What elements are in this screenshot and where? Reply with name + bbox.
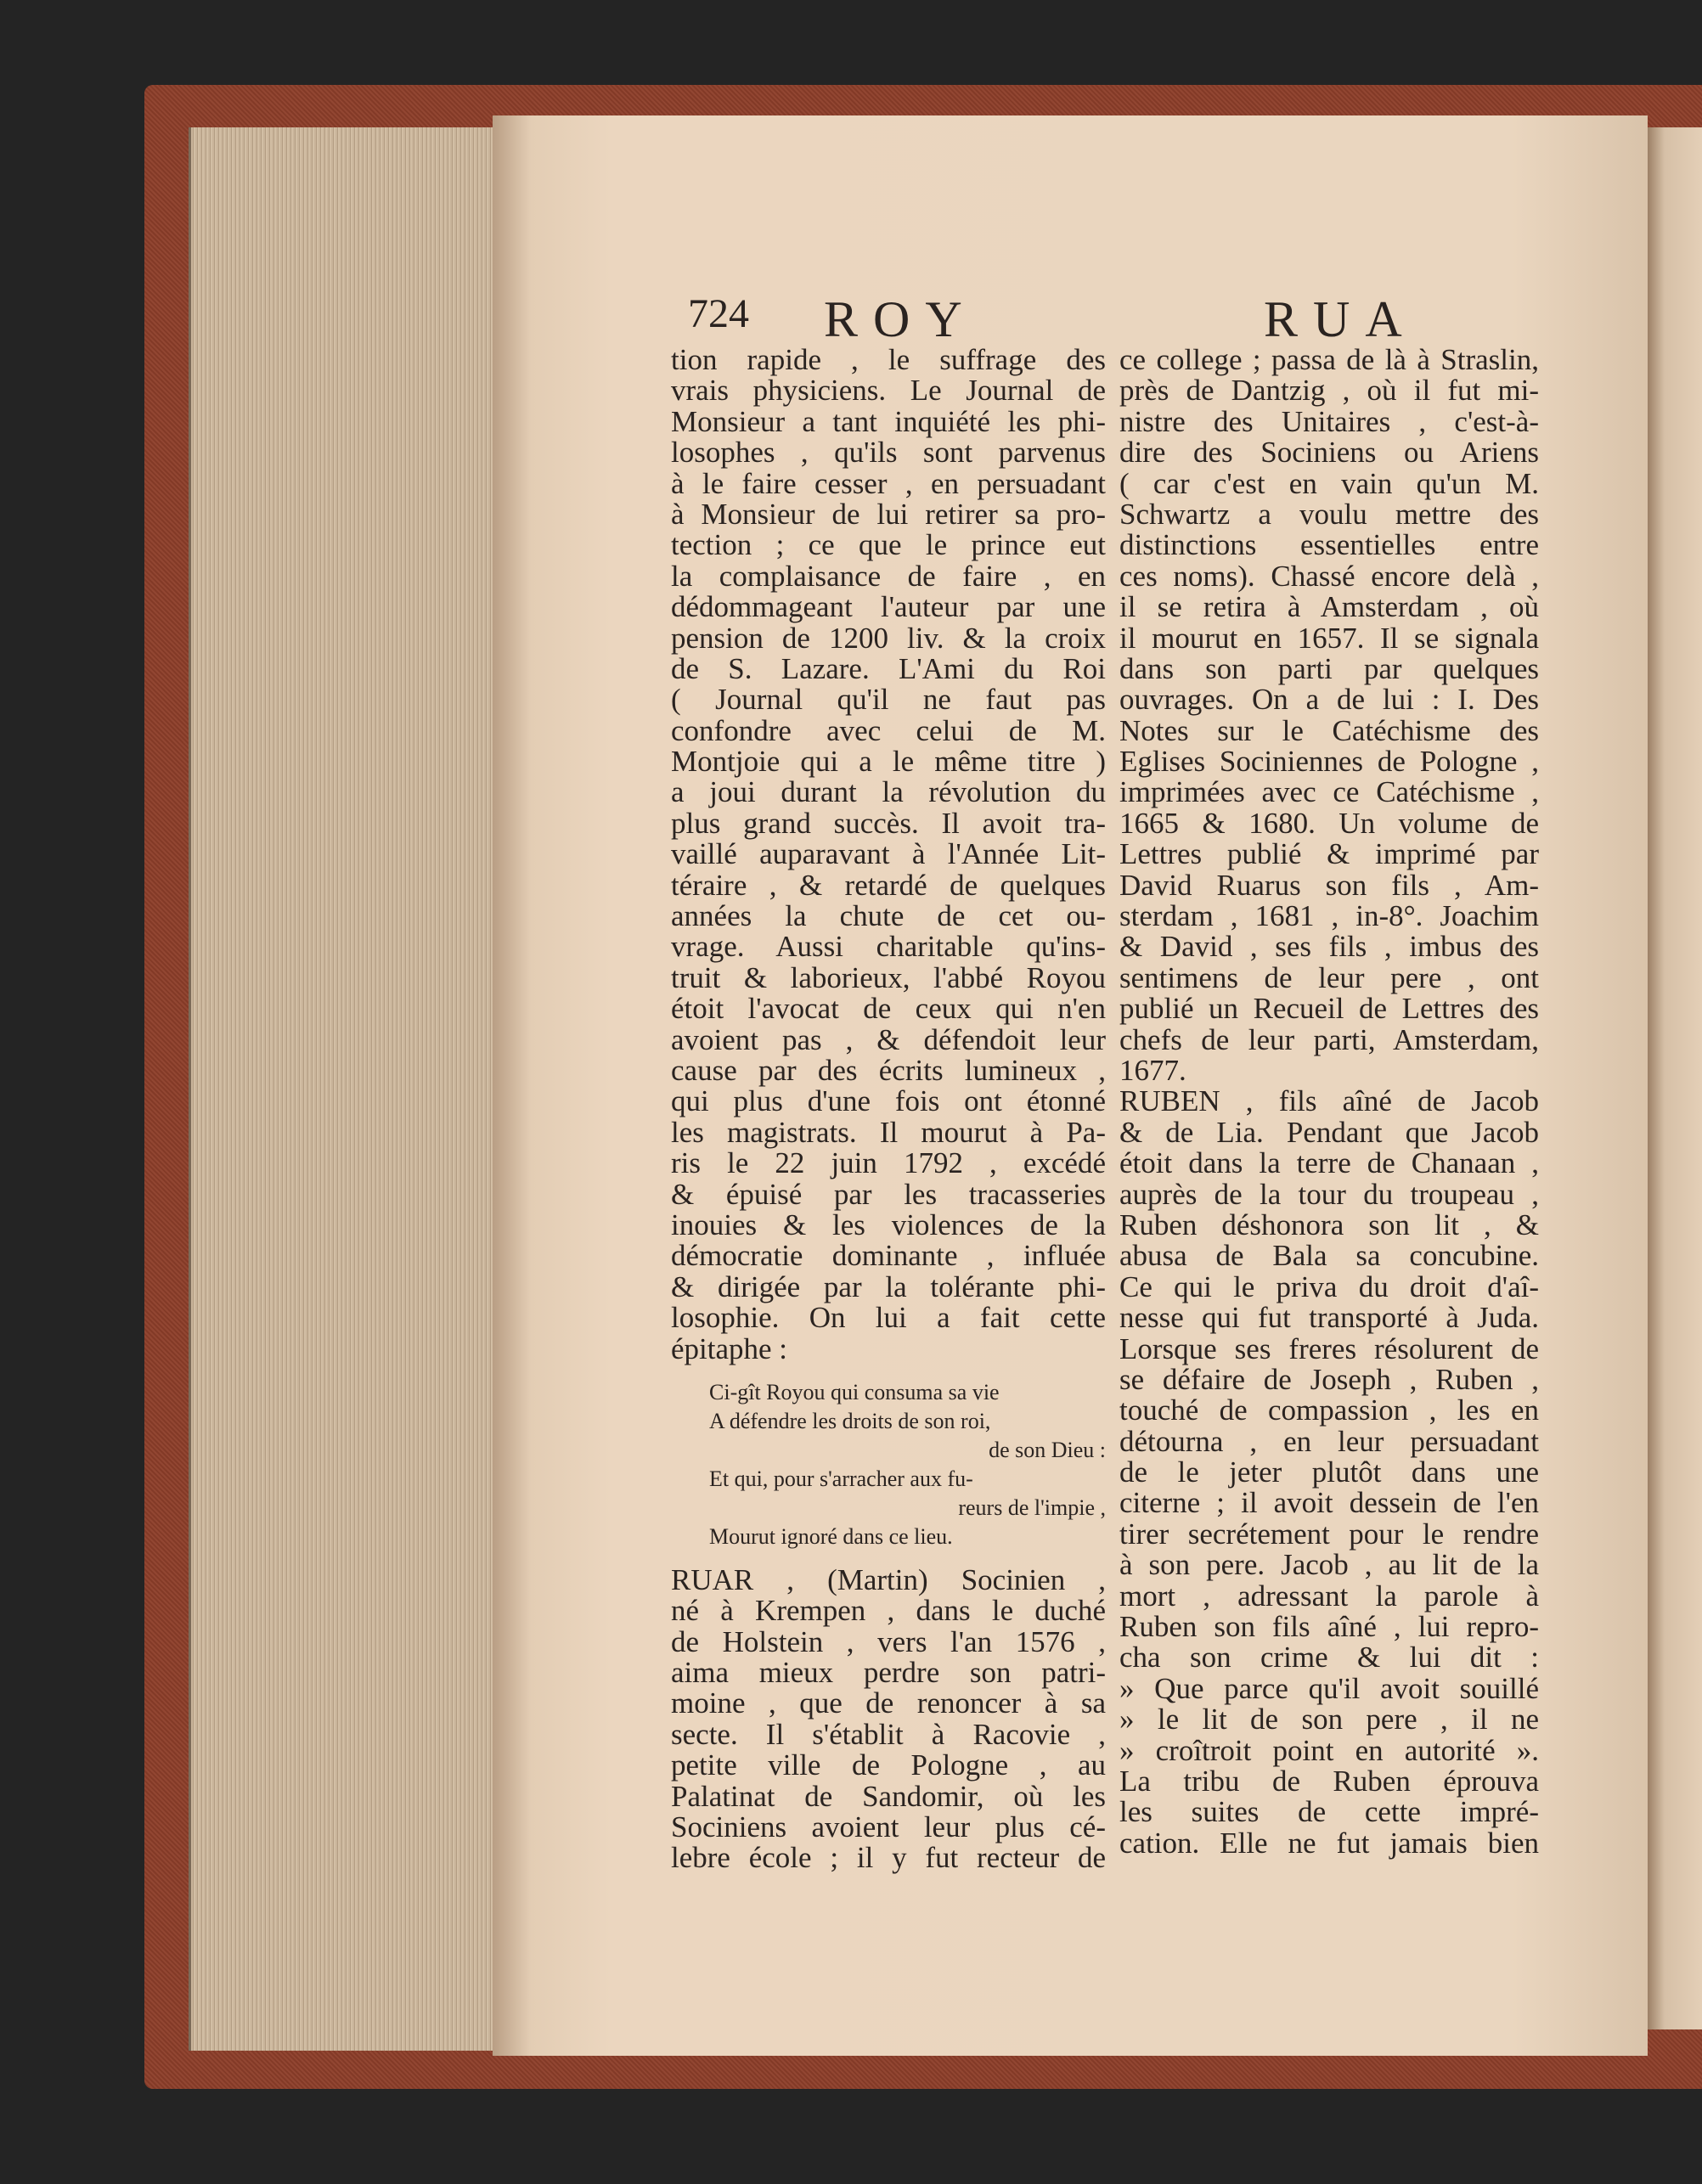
epitaph-line: Et qui, pour s'arracher aux fu- bbox=[709, 1466, 973, 1491]
text-line: Sociniens avoient leur plus cé- bbox=[671, 1810, 1106, 1844]
text-line: 1677. bbox=[1119, 1053, 1186, 1087]
text-line: dire des Sociniens ou Ariens bbox=[1119, 436, 1539, 470]
epitaph-line: de son Dieu : bbox=[989, 1437, 1106, 1462]
text-line: les suites de cette impré- bbox=[1119, 1795, 1539, 1829]
text-line: confondre avec celui de M. bbox=[671, 713, 1106, 747]
text-line: losophes , qu'ils sont parvenus bbox=[671, 436, 1106, 470]
text-line: tection ; ce que le prince eut bbox=[671, 528, 1106, 562]
text-line: David Ruarus son fils , Am- bbox=[1119, 868, 1539, 902]
text-line: nistre des Unitaires , c'est-à- bbox=[1119, 404, 1539, 438]
text-line: sterdam , 1681 , in-8°. Joachim bbox=[1119, 899, 1539, 933]
epitaph-line: Ci-gît Royou qui consuma sa vie bbox=[709, 1379, 1000, 1404]
text-line: démocratie dominante , influée bbox=[671, 1239, 1106, 1273]
text-line: ouvrages. On a de lui : I. Des bbox=[1119, 683, 1539, 717]
text-line: étoit l'avocat de ceux qui n'en bbox=[671, 992, 1106, 1026]
text-line: près de Dantzig , où il fut mi- bbox=[1119, 374, 1539, 408]
text-line: dans son parti par quelques bbox=[1119, 651, 1539, 685]
text-line: étoit dans la terre de Chanaan , bbox=[1119, 1146, 1539, 1180]
text-line: & David , ses fils , imbus des bbox=[1119, 930, 1539, 964]
text-line: de Holstein , vers l'an 1576 , bbox=[671, 1624, 1106, 1658]
text-line: a joui durant la révolution du bbox=[671, 775, 1106, 809]
page-edges bbox=[189, 127, 497, 2051]
text-line: distinctions essentielles entre bbox=[1119, 528, 1539, 562]
text-line: les magistrats. Il mourut à Pa- bbox=[671, 1115, 1106, 1149]
text-line: sentimens de leur pere , ont bbox=[1119, 960, 1539, 994]
right-column bbox=[1119, 345, 1539, 1859]
text-line: ( car c'est en vain qu'un M. bbox=[1119, 466, 1539, 500]
text-line: mort , adressant la parole à bbox=[1119, 1579, 1539, 1613]
text-line: petite ville de Pologne , au bbox=[671, 1748, 1106, 1782]
text-line: & dirigée par la tolérante phi- bbox=[671, 1269, 1106, 1303]
text-line: » Que parce qu'il avoit souillé bbox=[1119, 1671, 1539, 1705]
text-line: & de Lia. Pendant que Jacob bbox=[1119, 1115, 1539, 1149]
page-number: 724 bbox=[688, 291, 749, 336]
text-line: inouies & les violences de la bbox=[671, 1207, 1106, 1241]
text-line: Monsieur a tant inquiété les phi- bbox=[671, 404, 1106, 438]
text-line: chefs de leur parti, Amsterdam, bbox=[1119, 1022, 1539, 1056]
text-line: ce college ; passa de là à Straslin, bbox=[1119, 343, 1539, 376]
text-line: Ruben déshonora son lit , & bbox=[1119, 1207, 1539, 1241]
running-head-left: ROY bbox=[824, 291, 978, 347]
text-line: truit & laborieux, l'abbé Royou bbox=[671, 960, 1106, 994]
text-line: RUBEN , fils aîné de Jacob bbox=[1119, 1084, 1539, 1118]
text-line: à Monsieur de lui retirer sa pro- bbox=[671, 497, 1106, 531]
epitaph bbox=[671, 1365, 1106, 1565]
text-line: vrais physiciens. Le Journal de bbox=[671, 374, 1106, 408]
epitaph-line: reurs de l'impie , bbox=[958, 1494, 1106, 1520]
epitaph-line: Mourut ignoré dans ce lieu. bbox=[709, 1523, 953, 1549]
text-line: Ce qui le priva du droit d'aî- bbox=[1119, 1269, 1539, 1303]
text-line: cause par des écrits lumineux , bbox=[671, 1053, 1106, 1087]
text-line: nesse qui fut transporté à Juda. bbox=[1119, 1301, 1539, 1335]
text-line: moine , que de renoncer à sa bbox=[671, 1686, 1106, 1720]
text-line: aima mieux perdre son patri- bbox=[671, 1656, 1106, 1690]
text-line: plus grand succès. Il avoit tra- bbox=[671, 806, 1106, 840]
text-line: la complaisance de faire , en bbox=[671, 559, 1106, 593]
left-column bbox=[671, 345, 1106, 1874]
epitaph-line: A défendre les droits de son roi, bbox=[709, 1408, 991, 1433]
text-line: détourna , en leur persuadant bbox=[1119, 1424, 1539, 1458]
text-line: de le jeter plutôt dans une bbox=[1119, 1455, 1539, 1489]
text-line: » croîtroit point en autorité ». bbox=[1119, 1733, 1539, 1767]
text-line: Lorsque ses freres résolurent de bbox=[1119, 1331, 1539, 1365]
text-line: téraire , & retardé de quelques bbox=[671, 868, 1106, 902]
text-line: il se retira à Amsterdam , où bbox=[1119, 590, 1539, 624]
text-line: avoient pas , & défendoit leur bbox=[671, 1022, 1106, 1056]
text-line: ( Journal qu'il ne faut pas bbox=[671, 683, 1106, 717]
text-line: RUAR , (Martin) Socinien , bbox=[671, 1562, 1106, 1596]
text-line: qui plus d'une fois ont étonné bbox=[671, 1084, 1106, 1118]
text-line: Palatinat de Sandomir, où les bbox=[671, 1779, 1106, 1813]
text-line: touché de compassion , les en bbox=[1119, 1393, 1539, 1427]
next-page-edge bbox=[1648, 127, 1702, 2029]
text-line: ces noms). Chassé encore delà , bbox=[1119, 559, 1539, 593]
text-line: Ruben son fils aîné , lui repro- bbox=[1119, 1610, 1539, 1644]
text-line: pension de 1200 liv. & la croix bbox=[671, 621, 1106, 655]
text-line: né à Krempen , dans le duché bbox=[671, 1594, 1106, 1628]
text-line: abusa de Bala sa concubine. bbox=[1119, 1239, 1539, 1273]
text-line: cha son crime & lui dit : bbox=[1119, 1641, 1539, 1675]
text-line: publié un Recueil de Lettres des bbox=[1119, 992, 1539, 1026]
text-line: dédommageant l'auteur par une bbox=[671, 590, 1106, 624]
text-line: auprès de la tour du troupeau , bbox=[1119, 1177, 1539, 1211]
text-line: ris le 22 juin 1792 , excédé bbox=[671, 1146, 1106, 1180]
text-line: La tribu de Ruben éprouva bbox=[1119, 1764, 1539, 1798]
running-head-right: RUA bbox=[1264, 291, 1417, 347]
text-line: Lettres publié & imprimé par bbox=[1119, 837, 1539, 871]
text-line: de S. Lazare. L'Ami du Roi bbox=[671, 651, 1106, 685]
text-line: citerne ; il avoit dessein de l'en bbox=[1119, 1486, 1539, 1520]
text-line: secte. Il s'établit à Racovie , bbox=[671, 1717, 1106, 1751]
text-line: & épuisé par les tracasseries bbox=[671, 1177, 1106, 1211]
text-line: vrage. Aussi charitable qu'ins- bbox=[671, 930, 1106, 964]
text-line: imprimées avec ce Catéchisme , bbox=[1119, 775, 1539, 809]
text-line: Montjoie qui a le même titre ) bbox=[671, 745, 1106, 779]
text-line: tion rapide , le suffrage des bbox=[671, 343, 1106, 376]
text-line: Schwartz a voulu mettre des bbox=[1119, 497, 1539, 531]
text-line: il mourut en 1657. Il se signala bbox=[1119, 621, 1539, 655]
text-line: tirer secrétement pour le rendre bbox=[1119, 1517, 1539, 1551]
text-line: années la chute de cet ou- bbox=[671, 899, 1106, 933]
text-line: » le lit de son pere , il ne bbox=[1119, 1703, 1539, 1737]
text-line: épitaphe : bbox=[671, 1331, 788, 1365]
text-line: se défaire de Joseph , Ruben , bbox=[1119, 1362, 1539, 1396]
text-line: Notes sur le Catéchisme des bbox=[1119, 713, 1539, 747]
text-line: losophie. On lui a fait cette bbox=[671, 1301, 1106, 1335]
text-line: lebre école ; il y fut recteur de bbox=[671, 1841, 1106, 1875]
text-line: à son pere. Jacob , au lit de la bbox=[1119, 1548, 1539, 1582]
text-line: Eglises Sociniennes de Pologne , bbox=[1119, 745, 1539, 779]
text-line: cation. Elle ne fut jamais bien bbox=[1119, 1826, 1539, 1860]
text-line: à le faire cesser , en persuadant bbox=[671, 466, 1106, 500]
text-line: vaillé auparavant à l'Année Lit- bbox=[671, 837, 1106, 871]
text-line: 1665 & 1680. Un volume de bbox=[1119, 806, 1539, 840]
